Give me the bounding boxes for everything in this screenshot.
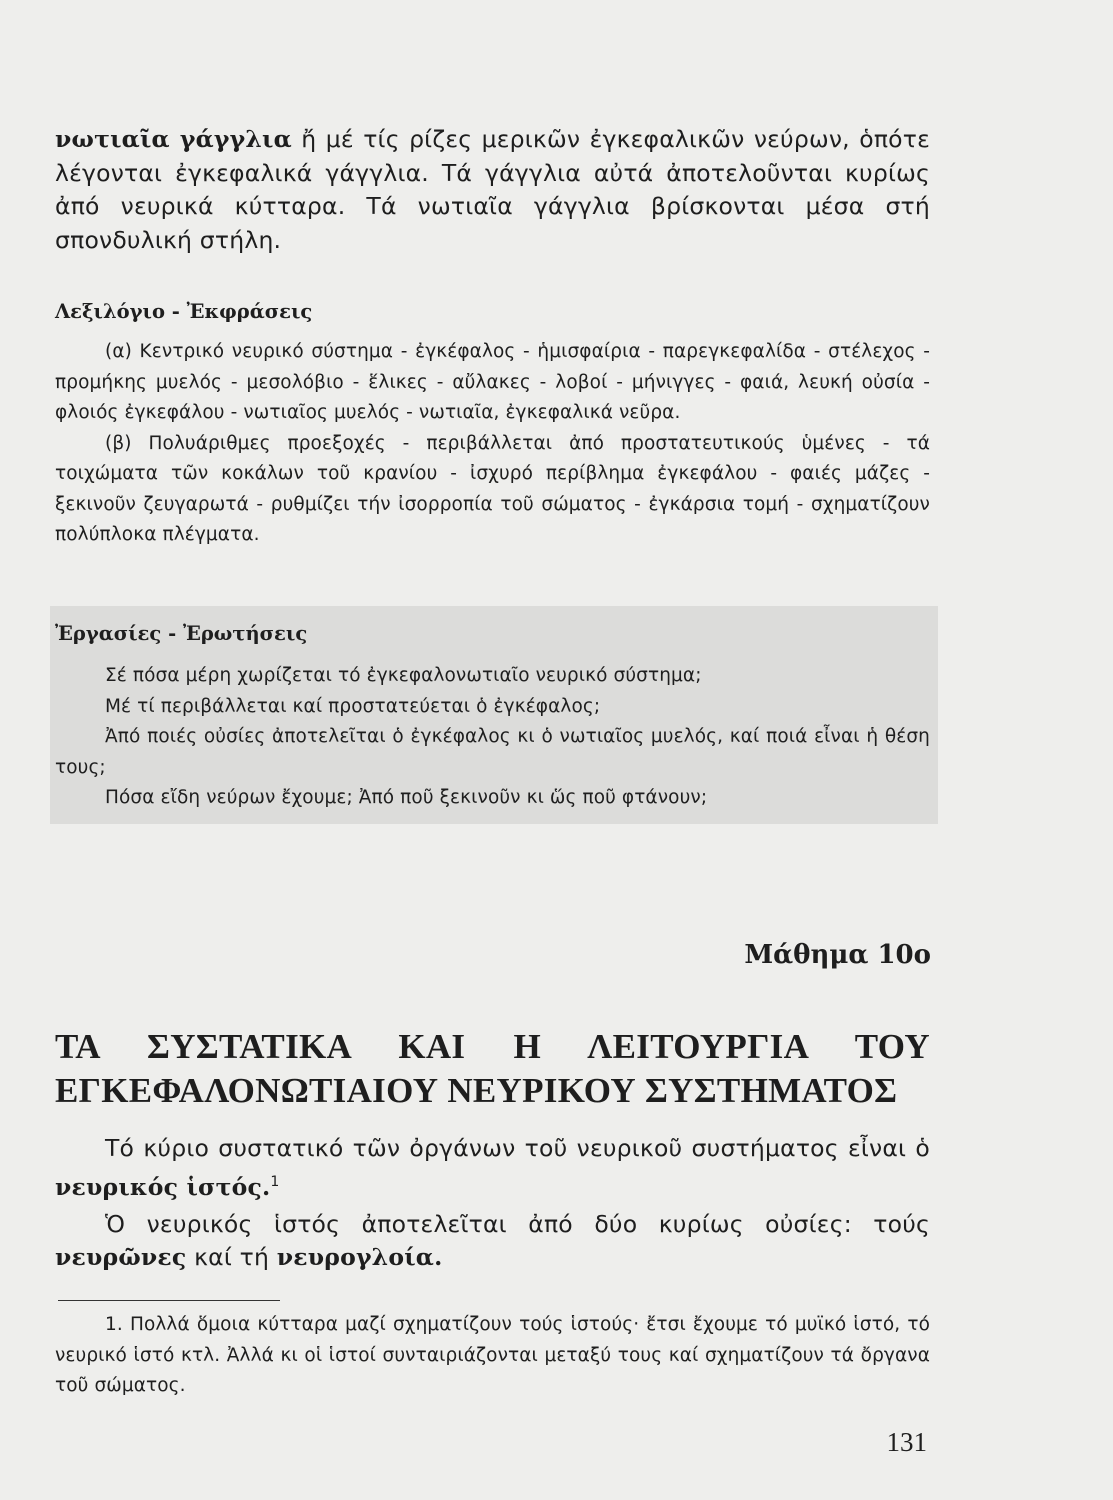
exercises-heading: Ἐργασίες - Ἐρωτήσεις [55, 622, 308, 645]
question-2: Μέ τί περιβάλλεται καί προστατεύεται ὁ ἐγκέφαλος; [105, 695, 601, 717]
chapter-title: ΤΑ ΣΥΣΤΑΤΙΚΑ ΚΑΙ Η ΛΕΙΤΟΥΡΓΙΑ ΤΟΥ ΕΓΚΕΦΑΛΟΝΩΤΙΑΙΟΥ ΝΕΥΡΙΚΟΥ ΣΥΣΤΗΜΑΤΟΣ [55, 1027, 930, 1110]
footnote-text: 1. Πολλά ὅμοια κύτταρα μαζί σχηματίζουν τούς ἱστούς· ἔτσι ἔχουμε τό μυϊκό ἱστό, τό νευρικό ἱστό κτλ. Ἀλλά κι οἱ ἱστοί συνταιριάζονται μεταξύ τους καί σχηματίζουν τά ὄργανα τοῦ σώματος. [55, 1314, 930, 1396]
vocabulary-section [55, 300, 930, 551]
paragraph-1-text: Τό κύριο συστατικό τῶν ὀργάνων τοῦ νευρικοῦ συστήματος εἶναι ὁ [105, 1134, 930, 1162]
paragraph-1 [55, 1132, 930, 1204]
paragraph-2-term-2: νευρογλοία. [276, 1243, 443, 1272]
vocabulary-part-a: (α) Κεντρικό νευρικό σύστημα - ἐγκέφαλος - ἡμισφαίρια - παρεγκεφαλίδα - στέλεχος - προμήκης μυελός - μεσολόβιο - ἕλικες - αὔλακες - λοβοί - μήνιγγες - φαιά, λευκή οὐσία - φλοιός ἐγκεφάλου - νωτιαῖος μυελός - νωτιαῖα, ἐγκεφαλικά νεῦρα. [55, 341, 930, 423]
page-number: 131 [886, 1427, 927, 1457]
paragraph-2 [55, 1208, 930, 1275]
vocabulary-part-b: (β) Πολυάριθμες προεξοχές - περιβάλλεται ἀπό προστατευτικούς ὑμένες - τά τοιχώματα τῶν κοκάλων τοῦ κρανίου - ἰσχυρό περίβλημα ἐγκεφάλου - φαιές μάζες - ξεκινοῦν ζευγαρωτά - ρυθμίζει τήν ἰσορροπία τοῦ σώματος - ἐγκάρσια τομή - σχηματίζουν πολύπλοκα πλέγματα. [55, 432, 930, 545]
intro-text: ἤ μέ τίς ρίζες μερικῶν ἐγκεφαλικῶν νεύρων, ὁπότε λέγονται ἐγκεφαλικά γάγγλια. Τά γάγγλια αὐτά ἀποτελοῦνται κυρίως ἀπό νευρικά κύτταρα. Τά νωτιαῖα γάγγλια βρίσκονται μέσα στή σπονδυλική στήλη. [55, 125, 930, 254]
intro-paragraph [55, 123, 930, 257]
paragraph-2-term-1: νευρῶνες [55, 1243, 187, 1272]
paragraph-2-text: Ὁ νευρικός ἱστός ἀποτελεῖται ἀπό δύο κυρίως οὐσίες: τούς [105, 1209, 930, 1238]
question-3: Ἀπό ποιές οὐσίες ἀποτελεῖται ὁ ἐγκέφαλος κι ὁ νωτιαῖος μυελός, καί ποιά εἶναι ἡ θέση τους; [55, 726, 930, 778]
exercises-section [55, 622, 930, 814]
vocabulary-heading: Λεξιλόγιο - Ἐκφράσεις [55, 300, 313, 323]
footnote [55, 1310, 930, 1402]
paragraph-1-term: νευρικός ἱστός. [55, 1172, 271, 1201]
paragraph-2-mid: καί τή [186, 1243, 277, 1272]
question-1: Σέ πόσα μέρη χωρίζεται τό ἐγκεφαλονωτιαῖο νευρικό σύστημα; [105, 665, 702, 686]
lesson-label: Μάθημα 10ο [744, 940, 931, 970]
footnote-divider [58, 1300, 280, 1301]
question-4: Πόσα εἴδη νεύρων ἔχουμε; Ἀπό ποῦ ξεκινοῦν κι ὥς ποῦ φτάνουν; [105, 787, 708, 808]
intro-bold-term: νωτιαῖα γάγγλια [55, 125, 292, 153]
footnote-marker: 1 [270, 1173, 280, 1190]
main-text [55, 1132, 930, 1275]
